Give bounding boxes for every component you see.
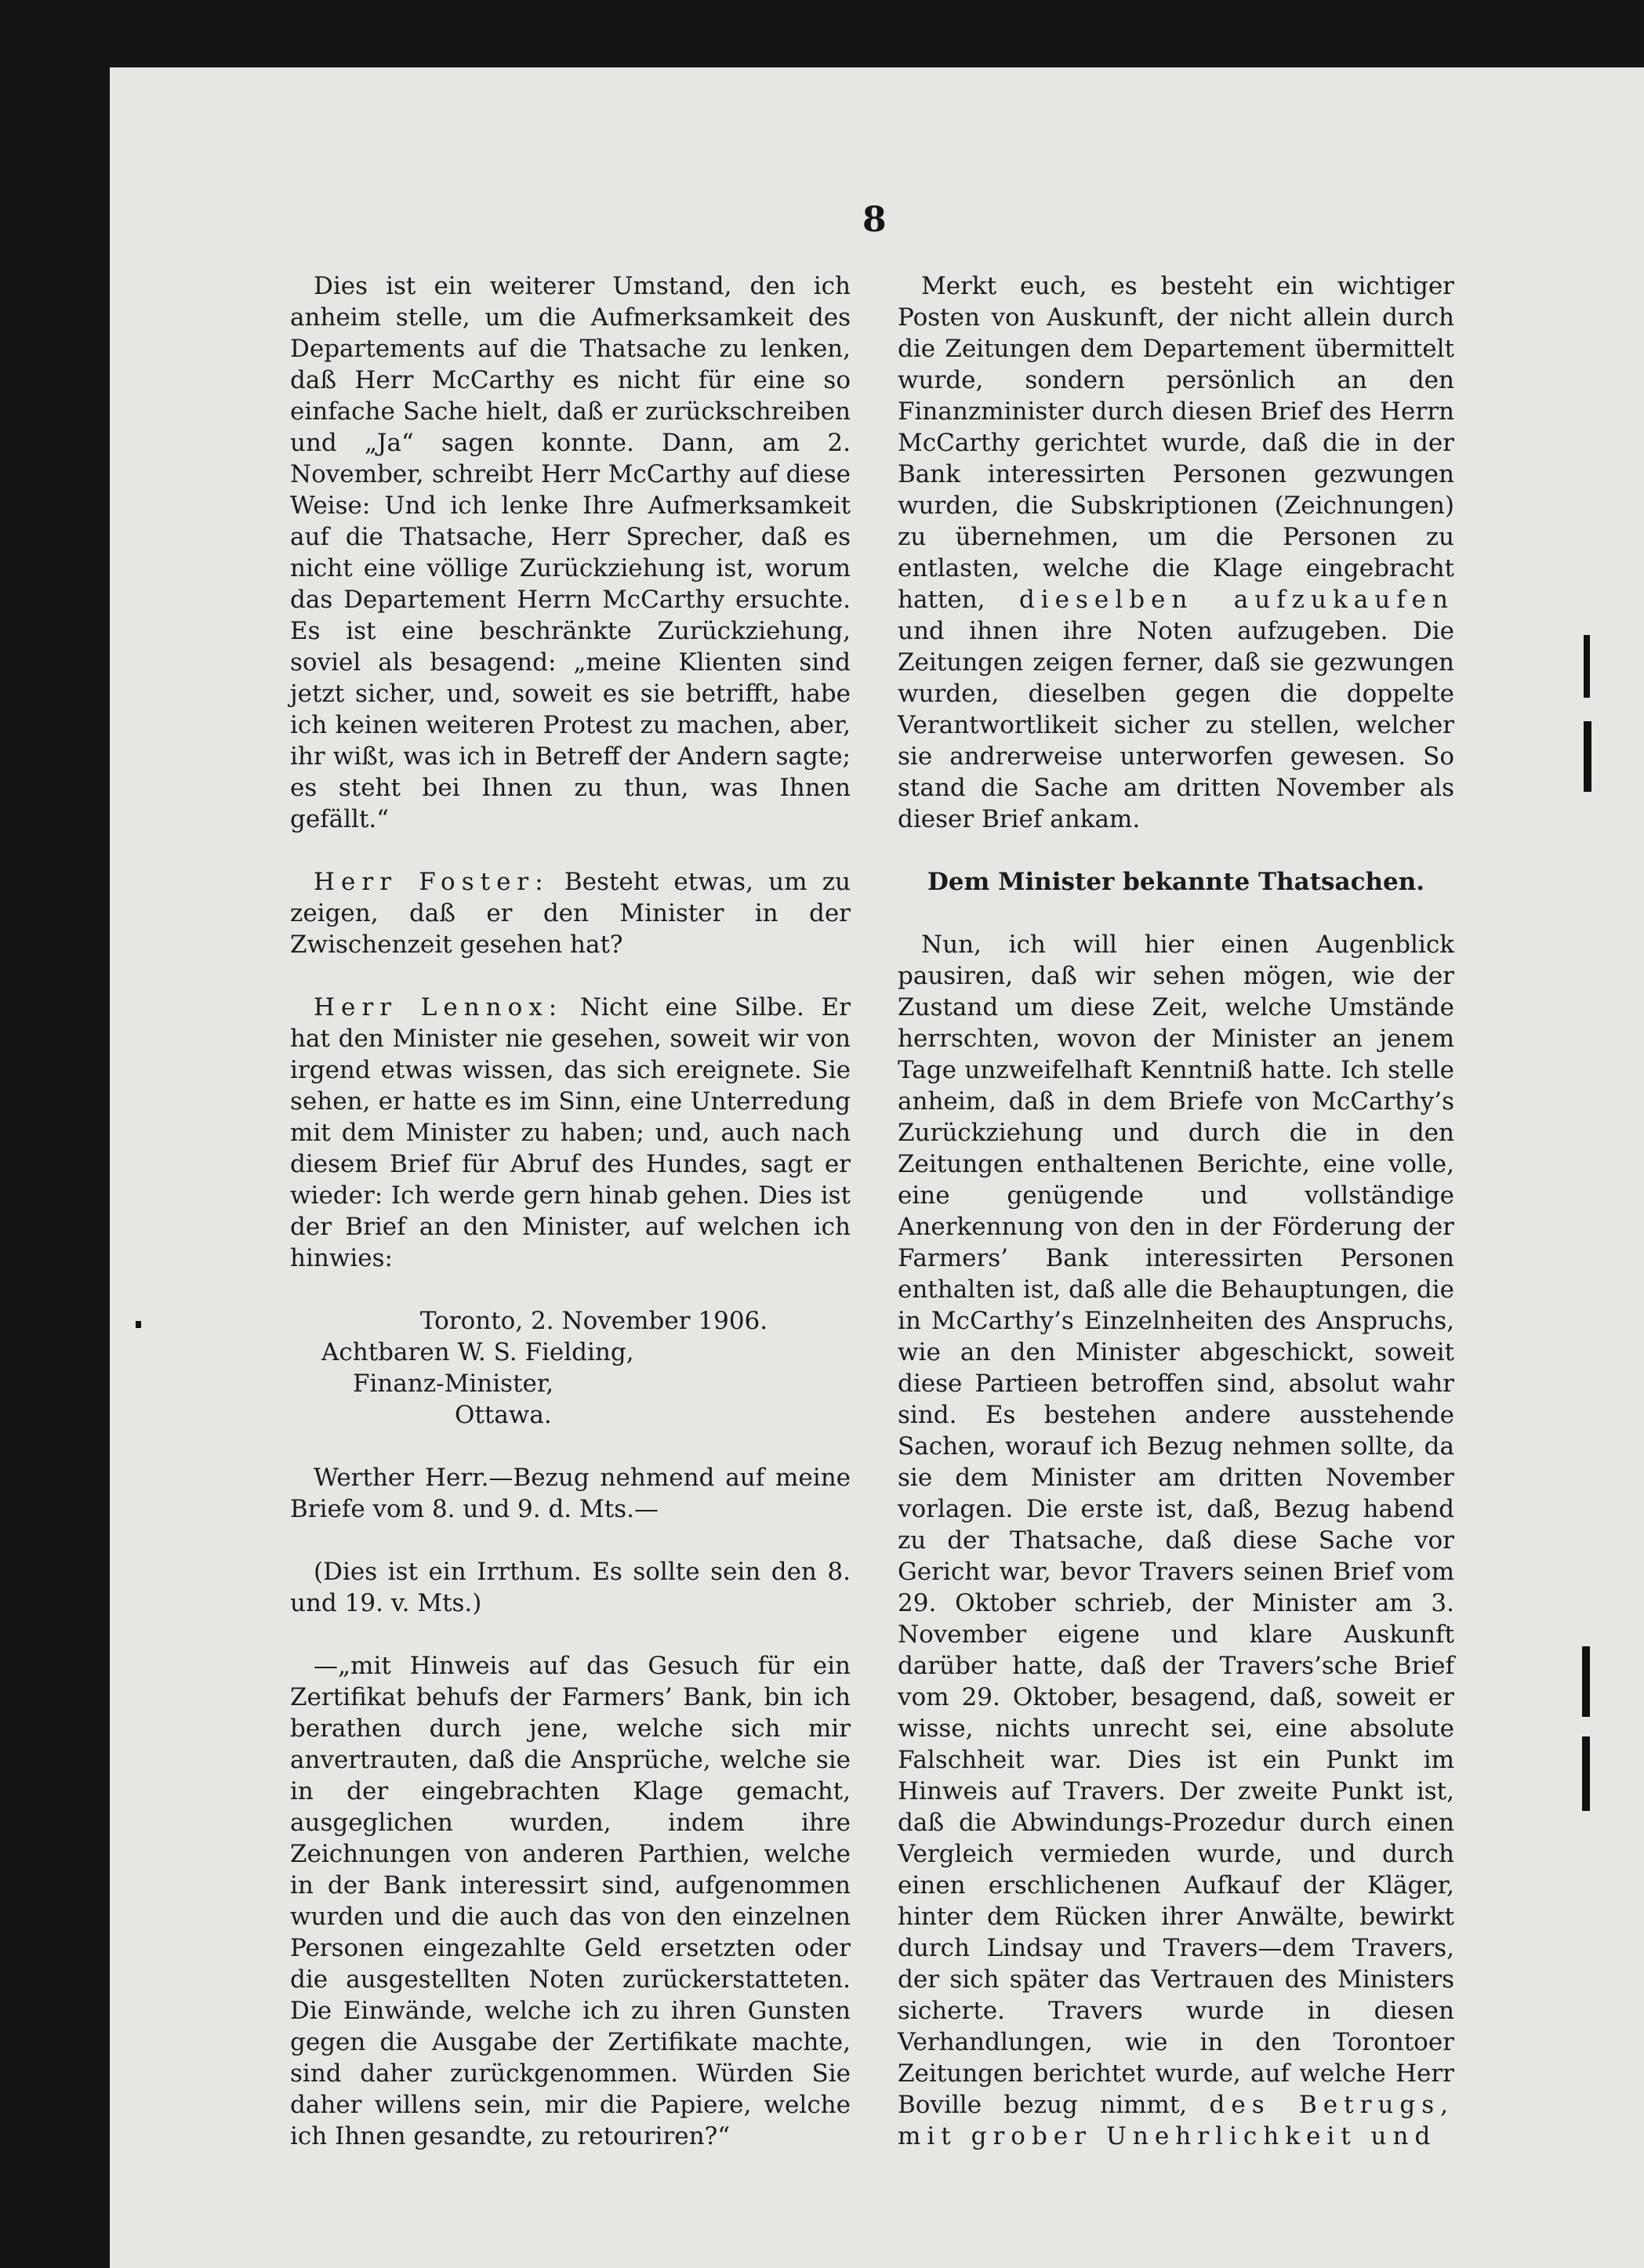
paragraph (290, 992, 851, 1274)
left-column (290, 270, 851, 2183)
scan-mark (136, 1321, 141, 1328)
scan-mark (1582, 1646, 1590, 1717)
spaced-emphasis: des Betrugs, mit grober Unehrlichkeit und (898, 2091, 1454, 2150)
paragraph (290, 866, 851, 960)
speech-text: Nicht eine Silbe. Er hat den Minister nie gesehen, soweit wir von irgend etwas wissen, das sich ereignete. Sie sehen, er hatte es im Sinn, eine Unterredung mit dem Minister zu haben; und, auch nach diesem Brief für Abruf des Hundes, sagt er wieder: Ich werde gern hinab gehen. Dies ist der Brief an den Minister, auf welchen ich hinwies: (290, 993, 851, 1272)
paragraph (898, 270, 1454, 835)
paragraph: Dies ist ein weiterer Umstand, den ich anheim stelle, um die Aufmerksamkeit des Departements auf die Thatsache zu lenken, daß Herr McCarthy es nicht für eine so einfache Sache hielt, daß er zurückschreiben und „Ja“ sagen konnte. Dann, am 2. November, schreibt Herr McCarthy auf diese Weise: Und ich lenke Ihre Aufmerksamkeit auf die Thatsache, Herr Sprecher, daß es nicht eine völlige Zurückziehung ist, worum das Departement Herrn McCarthy ersuchte. Es ist eine beschränkte Zurückziehung, soviel als besagend: „meine Klienten sind jetzt sicher, und, soweit es sie betrifft, habe ich keinen weiteren Protest zu machen, aber, ihr wißt, was ich in Betreff der Andern sagte; es steht bei Ihnen zu thun, was Ihnen gefällt.“ (290, 272, 851, 833)
section-heading: Dem Minister bekannte Thatsachen. (927, 868, 1425, 896)
spaced-emphasis: dieselben aufzukaufen (1018, 586, 1454, 614)
scan-mark (1584, 635, 1590, 698)
paragraph-text: und ihnen ihre Noten aufzugeben. Die Zeitungen zeigen ferner, daß sie gezwungen wurden, dieselben gegen die doppelte Verantwortlikeit sicher zu stellen, welcher sie andrerweise unterworfen gewesen. So stand die Sache am dritten November als dieser Brief ankam. (898, 617, 1454, 833)
letter-place-date: Toronto, 2. November 1906. (419, 1307, 768, 1335)
paragraph: (Dies ist ein Irrthum. Es sollte sein den 8. und 19. v. Mts.) (290, 1558, 851, 1617)
letter-title: Finanz-Minister, (353, 1370, 554, 1398)
page-number: 8 (862, 200, 887, 240)
paragraph: —„mit Hinweis auf das Gesuch für ein Zertifikat behufs der Farmers’ Bank, bin ich berathen durch jene, welche sich mir anvertrauten, daß die Ansprüche, welche sie in der eingebrachten Klage gemacht, ausgeglichen wurden, indem ihre Zeichnungen von anderen Parthien, welche in der Bank interessirt sind, aufgenommen wurden und die auch das von den einzelnen Personen eingezahlte Geld ersetzten oder die ausgestellten Noten zurückerstatteten. Die Einwände, welche ich zu ihren Gunsten gegen die Ausgabe der Zertifikate machte, sind daher zurückgenommen. Würden Sie daher willens sein, mir die Papiere, welche ich Ihnen gesandte, zu retouriren?“ (290, 1652, 851, 2150)
paragraph (898, 929, 1454, 2152)
letter-addressee: Achtbaren W. S. Fielding, (321, 1338, 634, 1366)
paragraph-text: Merkt euch, es besteht ein wichtiger Posten von Auskunft, der nicht allein durch die Zeitungen dem Departement übermittelt wurde, sondern persönlich an den Finanzminister durch diesen Brief des Herrn McCarthy gerichtet wurde, daß die in der Bank interessirten Personen gezwungen wurden, die Subskriptionen (Zeichnungen) zu übernehmen, um die Personen zu entlasten, welche die Klage eingebracht hatten, (898, 272, 1454, 614)
paragraph: Werther Herr.—Bezug nehmend auf meine Briefe vom 8. und 9. d. Mts.— (290, 1464, 851, 1523)
scan-mark (1582, 1736, 1590, 1811)
paragraph-text: Nun, ich will hier einen Augenblick pausiren, daß wir sehen mögen, wie der Zustand um diese Zeit, welche Umstände herrschten, wovon der Minister an jenem Tage unzweifelhaft Kenntniß hatte. Ich stelle anheim, daß in dem Briefe von McCarthy’s Zurückziehung und durch die in den Zeitungen enthaltenen Berichte, eine volle, eine genügende und vollständige Anerkennung von den in der Förderung der Farmers’ Bank interessirten Personen enthalten ist, daß alle die Behauptungen, die in McCarthy’s Einzelnheiten des Anspruchs, wie an den Minister abgeschickt, soweit diese Partieen betroffen sind, absolut wahr sind. Es bestehen andere ausstehende Sachen, worauf ich Bezug nehmen sollte, da sie dem Minister am dritten November vorlagen. Die erste ist, daß, Bezug habend zu der Thatsache, daß diese Sache vor Gericht war, bevor Travers seinen Brief vom 29. Oktober schrieb, der Minister am 3. November eigene und klare Auskunft darüber hatte, daß der Travers’sche Brief vom 29. Oktober, besagend, daß, soweit er wisse, nichts unrecht sei, eine absolute Falschheit war. Dies ist ein Punkt im Hinweis auf Travers. Der zweite Punkt ist, daß die Abwindungs-Prozedur durch einen Vergleich vermieden wurde, und durch einen erschlichenen Aufkauf der Kläger, hinter dem Rücken ihrer Anwälte, bewirkt durch Lindsay und Travers—dem Travers, der sich später das Vertrauen des Ministers sicherte. Travers wurde in diesen Verhandlungen, wie in den Torontoer Zeitungen berichtet wurde, auf welche Herr Boville bezug nimmt, (898, 931, 1454, 2119)
scan-mark (1584, 721, 1591, 792)
speaker-name: Herr Lennox: (314, 993, 564, 1022)
speech-text: Besteht etwas, um zu zeigen, daß er den Minister in der Zwischenzeit gesehen hat? (290, 868, 851, 959)
speaker-name: Herr Foster: (314, 868, 550, 896)
letter-heading (290, 1305, 851, 1431)
letter-city: Ottawa. (455, 1401, 552, 1429)
right-column (898, 270, 1454, 2183)
